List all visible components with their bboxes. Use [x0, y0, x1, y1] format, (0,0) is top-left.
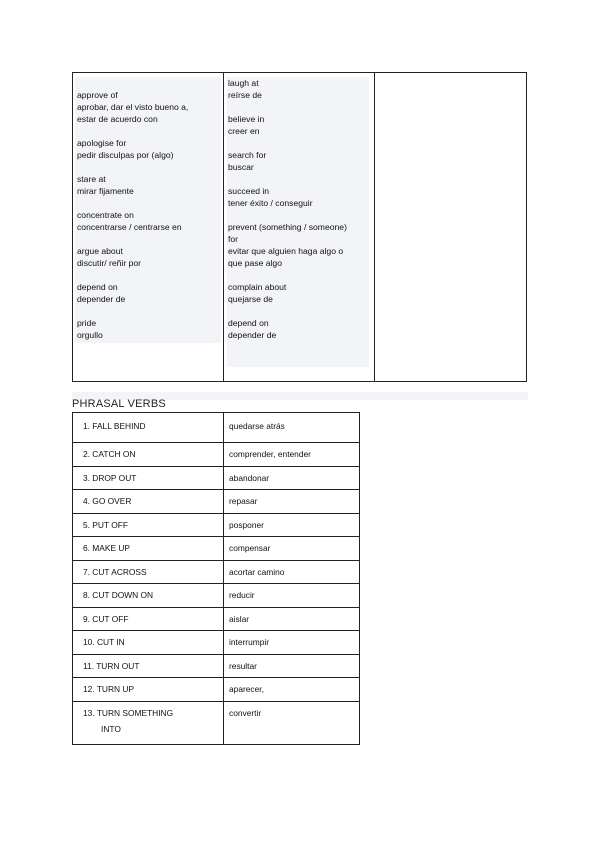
phrasal-verb-cell [73, 490, 224, 514]
table-row [73, 443, 360, 467]
vocab-entry [228, 281, 374, 305]
spanish-translation: discutir/ reñir por [77, 258, 141, 268]
english-term: stare at [77, 174, 106, 184]
phrasal-verb: 2. CATCH ON [83, 449, 136, 459]
phrasal-verb-cell [73, 607, 224, 631]
english-term-continued: for [228, 234, 239, 244]
spanish-translation: aprobar, dar el visto bueno a, [77, 102, 189, 112]
table-row [73, 513, 360, 537]
english-term: search for [228, 150, 267, 160]
vocab-entry [77, 89, 223, 125]
translation-cell: aislar [224, 607, 360, 631]
spanish-translation: creer en [228, 126, 260, 136]
table-row [73, 584, 360, 608]
phrasal-verb-cell [73, 513, 224, 537]
phrasal-verb-cell [73, 466, 224, 490]
phrasal-verb-cell [73, 678, 224, 702]
table-row [73, 654, 360, 678]
english-term: approve of [77, 90, 118, 100]
vocab-entry [77, 209, 223, 233]
spanish-translation: depender de [77, 294, 126, 304]
vocab-entry [77, 137, 223, 161]
translation-cell: convertir [224, 701, 360, 744]
vocab-entry [77, 245, 223, 269]
phrasal-verb: 13. TURN SOMETHING [83, 707, 174, 718]
spanish-translation: depender de [228, 330, 277, 340]
phrasal-verb-cell [73, 701, 224, 744]
phrasal-verb-continued: INTO [101, 723, 121, 734]
phrasal-verb: 3. DROP OUT [83, 472, 137, 483]
vocab-entry [228, 113, 374, 137]
english-term: apologise for [77, 138, 127, 148]
english-term: depend on [228, 318, 269, 328]
table-row [73, 560, 360, 584]
spanish-translation: concentrarse / centrarse en [77, 222, 182, 232]
table-row [73, 466, 360, 490]
phrasal-verb: 7. CUT ACROSS [83, 566, 147, 577]
table-row [73, 631, 360, 655]
table-row [73, 537, 360, 561]
table-row [73, 607, 360, 631]
translation-cell: abandonar [224, 466, 360, 490]
english-term: prevent (something / someone) [228, 222, 347, 232]
phrasal-verb-cell [73, 443, 224, 467]
vocab-entry [77, 317, 223, 341]
translation-cell: repasar [224, 490, 360, 514]
phrasal-verb-cell [73, 654, 224, 678]
translation-cell: compensar [224, 537, 360, 561]
phrasal-verb: 10. CUT IN [83, 637, 125, 647]
phrasal-verb: 6. MAKE UP [83, 543, 131, 553]
english-term: succeed in [228, 186, 270, 196]
translation-cell: acortar camino [224, 560, 360, 584]
phrasal-verb: 1. FALL BEHIND [83, 421, 146, 431]
translation-cell: comprender, entender [224, 443, 360, 467]
spanish-translation: quejarse de [228, 294, 273, 304]
phrasal-verb-cell [73, 631, 224, 655]
phrasal-verb: 9. CUT OFF [83, 613, 129, 624]
english-term: complain about [228, 282, 287, 292]
vocab-entry [228, 185, 374, 209]
table-row [73, 678, 360, 702]
phrasal-verb-cell [73, 413, 224, 443]
phrasal-verb-cell [73, 584, 224, 608]
vocabulary-column-2 [224, 73, 375, 381]
translation-cell: resultar [224, 654, 360, 678]
phrasal-verb: 4. GO OVER [83, 496, 132, 506]
vocab-entry [228, 317, 374, 341]
english-term: pride [77, 318, 97, 328]
table-row [73, 413, 360, 443]
spanish-translation: mirar fijamente [77, 186, 134, 196]
spanish-translation: pedir disculpas por (algo) [77, 150, 174, 160]
vocab-entry [228, 77, 374, 101]
vocabulary-table [72, 72, 527, 382]
vocab-entry [228, 221, 374, 269]
phrasal-verb-cell [73, 560, 224, 584]
translation-cell: posponer [224, 513, 360, 537]
vocabulary-column-1 [73, 73, 224, 381]
translation-cell: interrumpir [224, 631, 360, 655]
section-title: PHRASAL VERBS [72, 398, 166, 410]
spanish-translation: estar de acuerdo con [77, 114, 158, 124]
english-term: concentrate on [77, 210, 134, 220]
phrasal-verb: 12. TURN UP [83, 684, 135, 694]
english-term: depend on [77, 282, 118, 292]
phrasal-verb: 8. CUT DOWN ON [83, 590, 154, 600]
spanish-translation: buscar [228, 162, 254, 172]
vocab-entry [77, 281, 223, 305]
translation-cell: reducir [224, 584, 360, 608]
spanish-translation: tener éxito / conseguir [228, 198, 313, 208]
english-term: laugh at [228, 78, 259, 88]
english-term: argue about [77, 246, 123, 256]
table-row [73, 490, 360, 514]
phrasal-verbs-table [72, 412, 360, 745]
vocab-entry [77, 173, 223, 197]
spanish-translation: reírse de [228, 90, 262, 100]
phrasal-verb: 11. TURN OUT [83, 660, 140, 671]
spanish-translation: orgullo [77, 330, 103, 340]
translation-cell: aparecer, [224, 678, 360, 702]
translation-cell: quedarse atrás [224, 413, 360, 443]
phrasal-verb: 5. PUT OFF [83, 519, 128, 530]
vocabulary-column-3-empty [375, 73, 526, 381]
spanish-translation: evitar que alguien haga algo o [228, 246, 344, 256]
vocab-entry [228, 149, 374, 173]
table-row [73, 701, 360, 744]
spanish-translation: que pase algo [228, 258, 282, 268]
phrasal-verb-cell [73, 537, 224, 561]
english-term: believe in [228, 114, 265, 124]
